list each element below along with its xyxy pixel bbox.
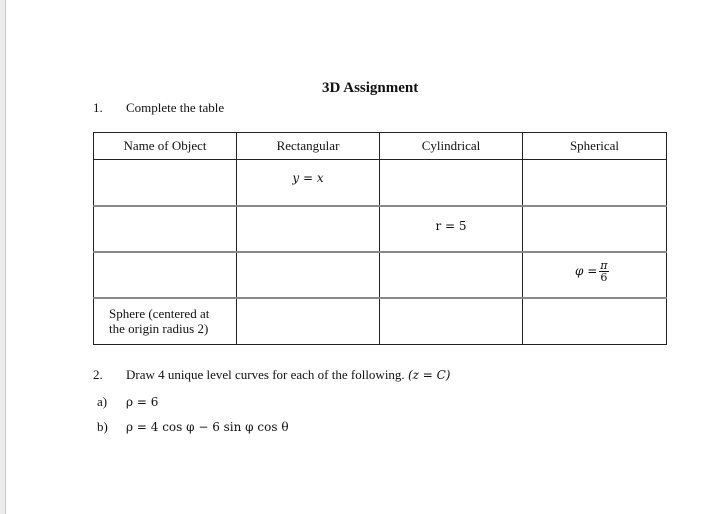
- table-cell-editable[interactable]: [380, 160, 523, 207]
- equation-phi-equals-pi-over-6: φ = $\frac{\pi}{6}$: [575, 259, 608, 284]
- table-cell: [523, 252, 667, 298]
- header-rectangular: Rectangular: [237, 133, 380, 160]
- question-2-number: 2.: [93, 367, 103, 382]
- table-cell: [380, 206, 523, 252]
- equation-r-equals-5: r = 5: [435, 219, 467, 233]
- header-name-of-object: Name of Object: [94, 133, 237, 160]
- condition-z-equals-c: (z = C): [407, 368, 451, 382]
- table-row: [94, 160, 667, 207]
- question-2-text: Draw 4 unique level curves for each of the following. (z = C): [126, 367, 451, 382]
- part-b-label: b): [97, 419, 108, 434]
- table-cell: [94, 298, 237, 345]
- part-b-expression: ρ = 4 cos φ − 6 sin φ cos θ: [126, 420, 289, 434]
- table-cell-editable[interactable]: [380, 298, 523, 345]
- question-1-text: Complete the table: [126, 100, 225, 115]
- table-cell-editable[interactable]: [523, 160, 667, 207]
- question-1-number: 1.: [93, 100, 103, 115]
- table-cell-editable[interactable]: [523, 206, 667, 252]
- part-a-expression: ρ = 6: [126, 395, 159, 409]
- equation-y-equals-x: y = x: [292, 171, 324, 185]
- header-cylindrical: Cylindrical: [380, 133, 523, 160]
- coordinate-table: [93, 132, 667, 345]
- table-cell-editable[interactable]: [94, 160, 237, 207]
- part-a-label: a): [97, 394, 108, 409]
- page-edge-shadow: [0, 0, 6, 514]
- table-row: [94, 206, 667, 252]
- table-cell-editable[interactable]: [237, 206, 380, 252]
- table-cell-editable[interactable]: [94, 252, 237, 298]
- table-row: [94, 252, 667, 298]
- sphere-description: Sphere (centered at the origin radius 2): [109, 306, 210, 336]
- table-cell-editable[interactable]: [523, 298, 667, 345]
- header-spherical: Spherical: [523, 133, 667, 160]
- table-row: [94, 298, 667, 345]
- table-cell-editable[interactable]: [237, 298, 380, 345]
- table-cell-editable[interactable]: [94, 206, 237, 252]
- table-cell-editable[interactable]: [380, 252, 523, 298]
- table-cell-editable[interactable]: [237, 252, 380, 298]
- document-title: 3D Assignment: [322, 80, 419, 96]
- table-cell: [237, 160, 380, 207]
- table-header-row: [94, 133, 667, 160]
